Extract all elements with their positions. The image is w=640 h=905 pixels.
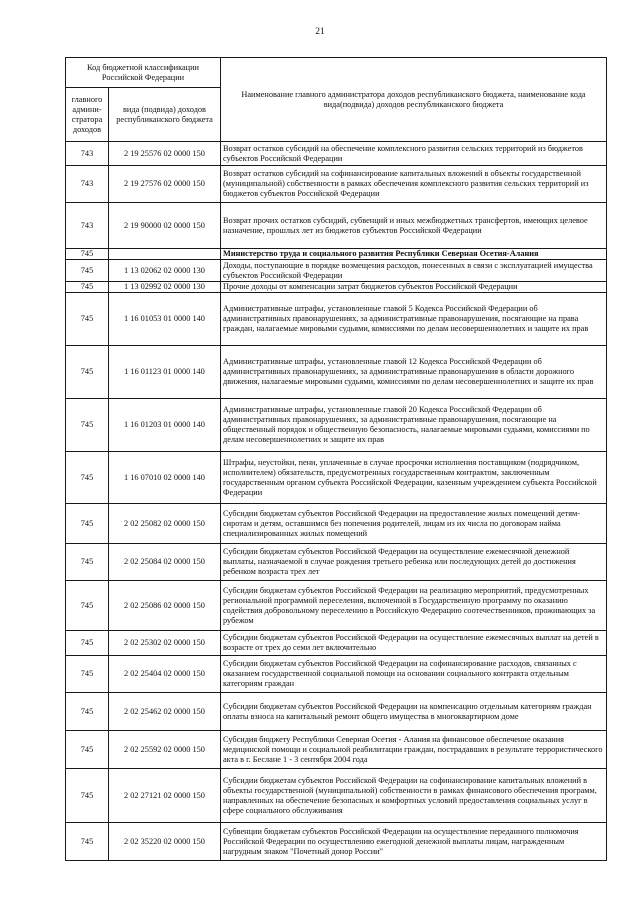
table-row <box>66 260 607 282</box>
description-cell: Субсидии бюджетам субъектов Российской Федерации на осуществление ежемесячной денежной выплаты, назначаемой в случае рождения третьего ребенка или последующих детей до достижения ребенком возраста трех лет <box>221 544 607 581</box>
ministry-row <box>66 249 607 260</box>
description-cell: Субсидии бюджетам субъектов Российской Федерации на компенсацию отдельным категориям граждан оплаты взноса на капитальный ремонт общего имущества в многоквартирном доме <box>221 693 607 731</box>
description-cell: Субсидии бюджетам субъектов Российской Федерации на софинансирование расходов, связанных с оказанием государственной социальной помощи на основании социального контракта отдельным категориям граждан <box>221 656 607 693</box>
admin-code-cell: 745 <box>66 656 109 693</box>
admin-code-cell: 745 <box>66 346 109 399</box>
table-row <box>66 166 607 203</box>
admin-code-cell: 745 <box>66 504 109 544</box>
table-row <box>66 693 607 731</box>
description-cell: Субсидии бюджетам субъектов Российской Федерации на реализацию мероприятий, предусмотренных региональной программой переселения, включенной в Государственную программу по оказанию содействия добровольному переселению в Российскую Федерацию соотечественников, проживающих за рубежом <box>221 581 607 631</box>
revenue-code-cell: 2 02 25302 02 0000 150 <box>109 631 221 656</box>
revenue-code-cell: 2 02 35220 02 0000 150 <box>109 823 221 861</box>
table-row <box>66 823 607 861</box>
table-row <box>66 399 607 452</box>
revenue-code-cell <box>109 249 221 260</box>
table-row <box>66 504 607 544</box>
table-row <box>66 203 607 249</box>
header-name-column: Наименование главного администратора доходов республиканского бюджета, наименование кода вида(подвида) доходов республиканского бюджета <box>221 58 607 142</box>
description-cell: Административные штрафы, установленные главой 20 Кодекса Российской Федерации об административных правонарушениях, за административные правонарушения, посягающие на общественный порядок и общественную безопасность, налагаемые мировыми судьями, комиссиями по делам несовершеннолетних и защите их прав <box>221 399 607 452</box>
admin-code-cell: 745 <box>66 452 109 504</box>
admin-code-cell: 745 <box>66 249 109 260</box>
table-row <box>66 346 607 399</box>
revenue-code-cell: 2 02 25404 02 0000 150 <box>109 656 221 693</box>
description-cell: Субсидии бюджетам субъектов Российской Федерации на осуществление ежемесячных выплат на детей в возрасте от трех до семи лет включительно <box>221 631 607 656</box>
description-cell: Субсидии бюджетам субъектов Российской Федерации на предоставление жилых помещений детям-сиротам и детям, оставшимся без попечения родителей, лицам из их числа по договорам найма специализированных жилых помещений <box>221 504 607 544</box>
revenue-code-cell: 2 19 90000 02 0000 150 <box>109 203 221 249</box>
table-row <box>66 452 607 504</box>
revenue-code-cell: 1 16 01053 01 0000 140 <box>109 293 221 346</box>
revenue-code-cell: 2 19 25576 02 0000 150 <box>109 142 221 166</box>
header-admin-column: главного админи-стратора доходов <box>66 88 109 142</box>
table-row <box>66 293 607 346</box>
admin-code-cell: 743 <box>66 166 109 203</box>
revenue-code-cell: 2 02 25082 02 0000 150 <box>109 504 221 544</box>
revenue-code-cell: 2 02 25592 02 0000 150 <box>109 731 221 769</box>
admin-code-cell: 745 <box>66 731 109 769</box>
description-cell: Административные штрафы, установленные главой 12 Кодекса Российской Федерации об административных правонарушениях, за административные правонарушения в области дорожного движения, налагаемые мировыми судьями, комиссиями по делам несовершеннолетних и защите их прав <box>221 346 607 399</box>
description-cell: Субвенции бюджетам субъектов Российской Федерации на осуществление переданного полномочия Российской Федерации по осуществлению ежегодной денежной выплаты лицам, награжденным нагрудным знаком "Почетный донор России" <box>221 823 607 861</box>
description-cell: Доходы, поступающие в порядке возмещения расходов, понесенных в связи с эксплуатацией имущества субъектов Российской Федерации <box>221 260 607 282</box>
table-row <box>66 631 607 656</box>
admin-code-cell: 745 <box>66 544 109 581</box>
admin-code-cell: 743 <box>66 203 109 249</box>
admin-code-cell: 745 <box>66 293 109 346</box>
revenue-code-cell: 2 19 27576 02 0000 150 <box>109 166 221 203</box>
admin-code-cell: 745 <box>66 823 109 861</box>
admin-code-cell: 745 <box>66 693 109 731</box>
admin-code-cell: 745 <box>66 769 109 823</box>
revenue-code-cell: 2 02 25086 02 0000 150 <box>109 581 221 631</box>
table-row <box>66 282 607 293</box>
admin-code-cell: 745 <box>66 581 109 631</box>
revenue-code-cell: 1 13 02992 02 0000 130 <box>109 282 221 293</box>
page-number: 21 <box>315 27 325 37</box>
table-row <box>66 581 607 631</box>
budget-classification-table <box>65 57 607 861</box>
admin-code-cell: 745 <box>66 399 109 452</box>
revenue-code-cell: 2 02 25462 02 0000 150 <box>109 693 221 731</box>
table-row <box>66 544 607 581</box>
description-cell: Штрафы, неустойки, пени, уплаченные в случае просрочки исполнения поставщиком (подрядчиком, исполнителем) обязательств, предусмотренных государственным контрактом, заключенным государственным органом субъекта Российской Федерации, казенным учреждением субъекта Российской Федерации <box>221 452 607 504</box>
revenue-code-cell: 1 13 02062 02 0000 130 <box>109 260 221 282</box>
ministry-title-cell: Министерство труда и социального развития Республики Северная Осетия-Алания <box>221 249 607 260</box>
revenue-code-cell: 1 16 01203 01 0000 140 <box>109 399 221 452</box>
header-row-group <box>66 58 607 88</box>
table-row <box>66 142 607 166</box>
admin-code-cell: 743 <box>66 142 109 166</box>
description-cell: Административные штрафы, установленные главой 5 Кодекса Российской Федерации об административных правонарушениях, за административные правонарушения, посягающие на права граждан, налагаемые мировыми судьями, комиссиями по делам несовершеннолетних и защите их прав <box>221 293 607 346</box>
admin-code-cell: 745 <box>66 260 109 282</box>
description-cell: Прочие доходы от компенсации затрат бюджетов субъектов Российской Федерации <box>221 282 607 293</box>
header-group-title: Код бюджетной классификации Российской Федерации <box>66 58 221 88</box>
table-row <box>66 656 607 693</box>
header-code-column: вида (подвида) доходов республиканского бюджета <box>109 88 221 142</box>
revenue-code-cell: 1 16 01123 01 0000 140 <box>109 346 221 399</box>
admin-code-cell: 745 <box>66 631 109 656</box>
description-cell: Субсидии бюджетам субъектов Российской Федерации на софинансирование капитальных вложений в объекты государственной (муниципальной) собственности в рамках финансового обеспечения программ, направленных на обеспечение безопасных и комфортных условий предоставления социальных услуг в сфере социального обслуживания <box>221 769 607 823</box>
description-cell: Возврат прочих остатков субсидий, субвенций и иных межбюджетных трансфертов, имеющих целевое назначение, прошлых лет из бюджетов субъектов Российской Федерации <box>221 203 607 249</box>
table-row <box>66 769 607 823</box>
table-row <box>66 731 607 769</box>
revenue-code-cell: 2 02 25084 02 0000 150 <box>109 544 221 581</box>
description-cell: Возврат остатков субсидий на обеспечение комплексного развития сельских территорий из бюджетов субъектов Российской Федерации <box>221 142 607 166</box>
revenue-code-cell: 2 02 27121 02 0000 150 <box>109 769 221 823</box>
description-cell: Возврат остатков субсидий на софинансирование капитальных вложений в объекты государственной (муниципальной) собственности в рамках обеспечения комплексного развития сельских территорий из бюджетов субъектов Российской Федерации <box>221 166 607 203</box>
revenue-code-cell: 1 16 07010 02 0000 140 <box>109 452 221 504</box>
description-cell: Субсидия бюджету Республики Северная Осетия - Алания на финансовое обеспечение оказания медицинской помощи и социальной реабилитации граждан, пострадавших в результате террористического акта в г. Беслане 1 - 3 сентября 2004 года <box>221 731 607 769</box>
admin-code-cell: 745 <box>66 282 109 293</box>
